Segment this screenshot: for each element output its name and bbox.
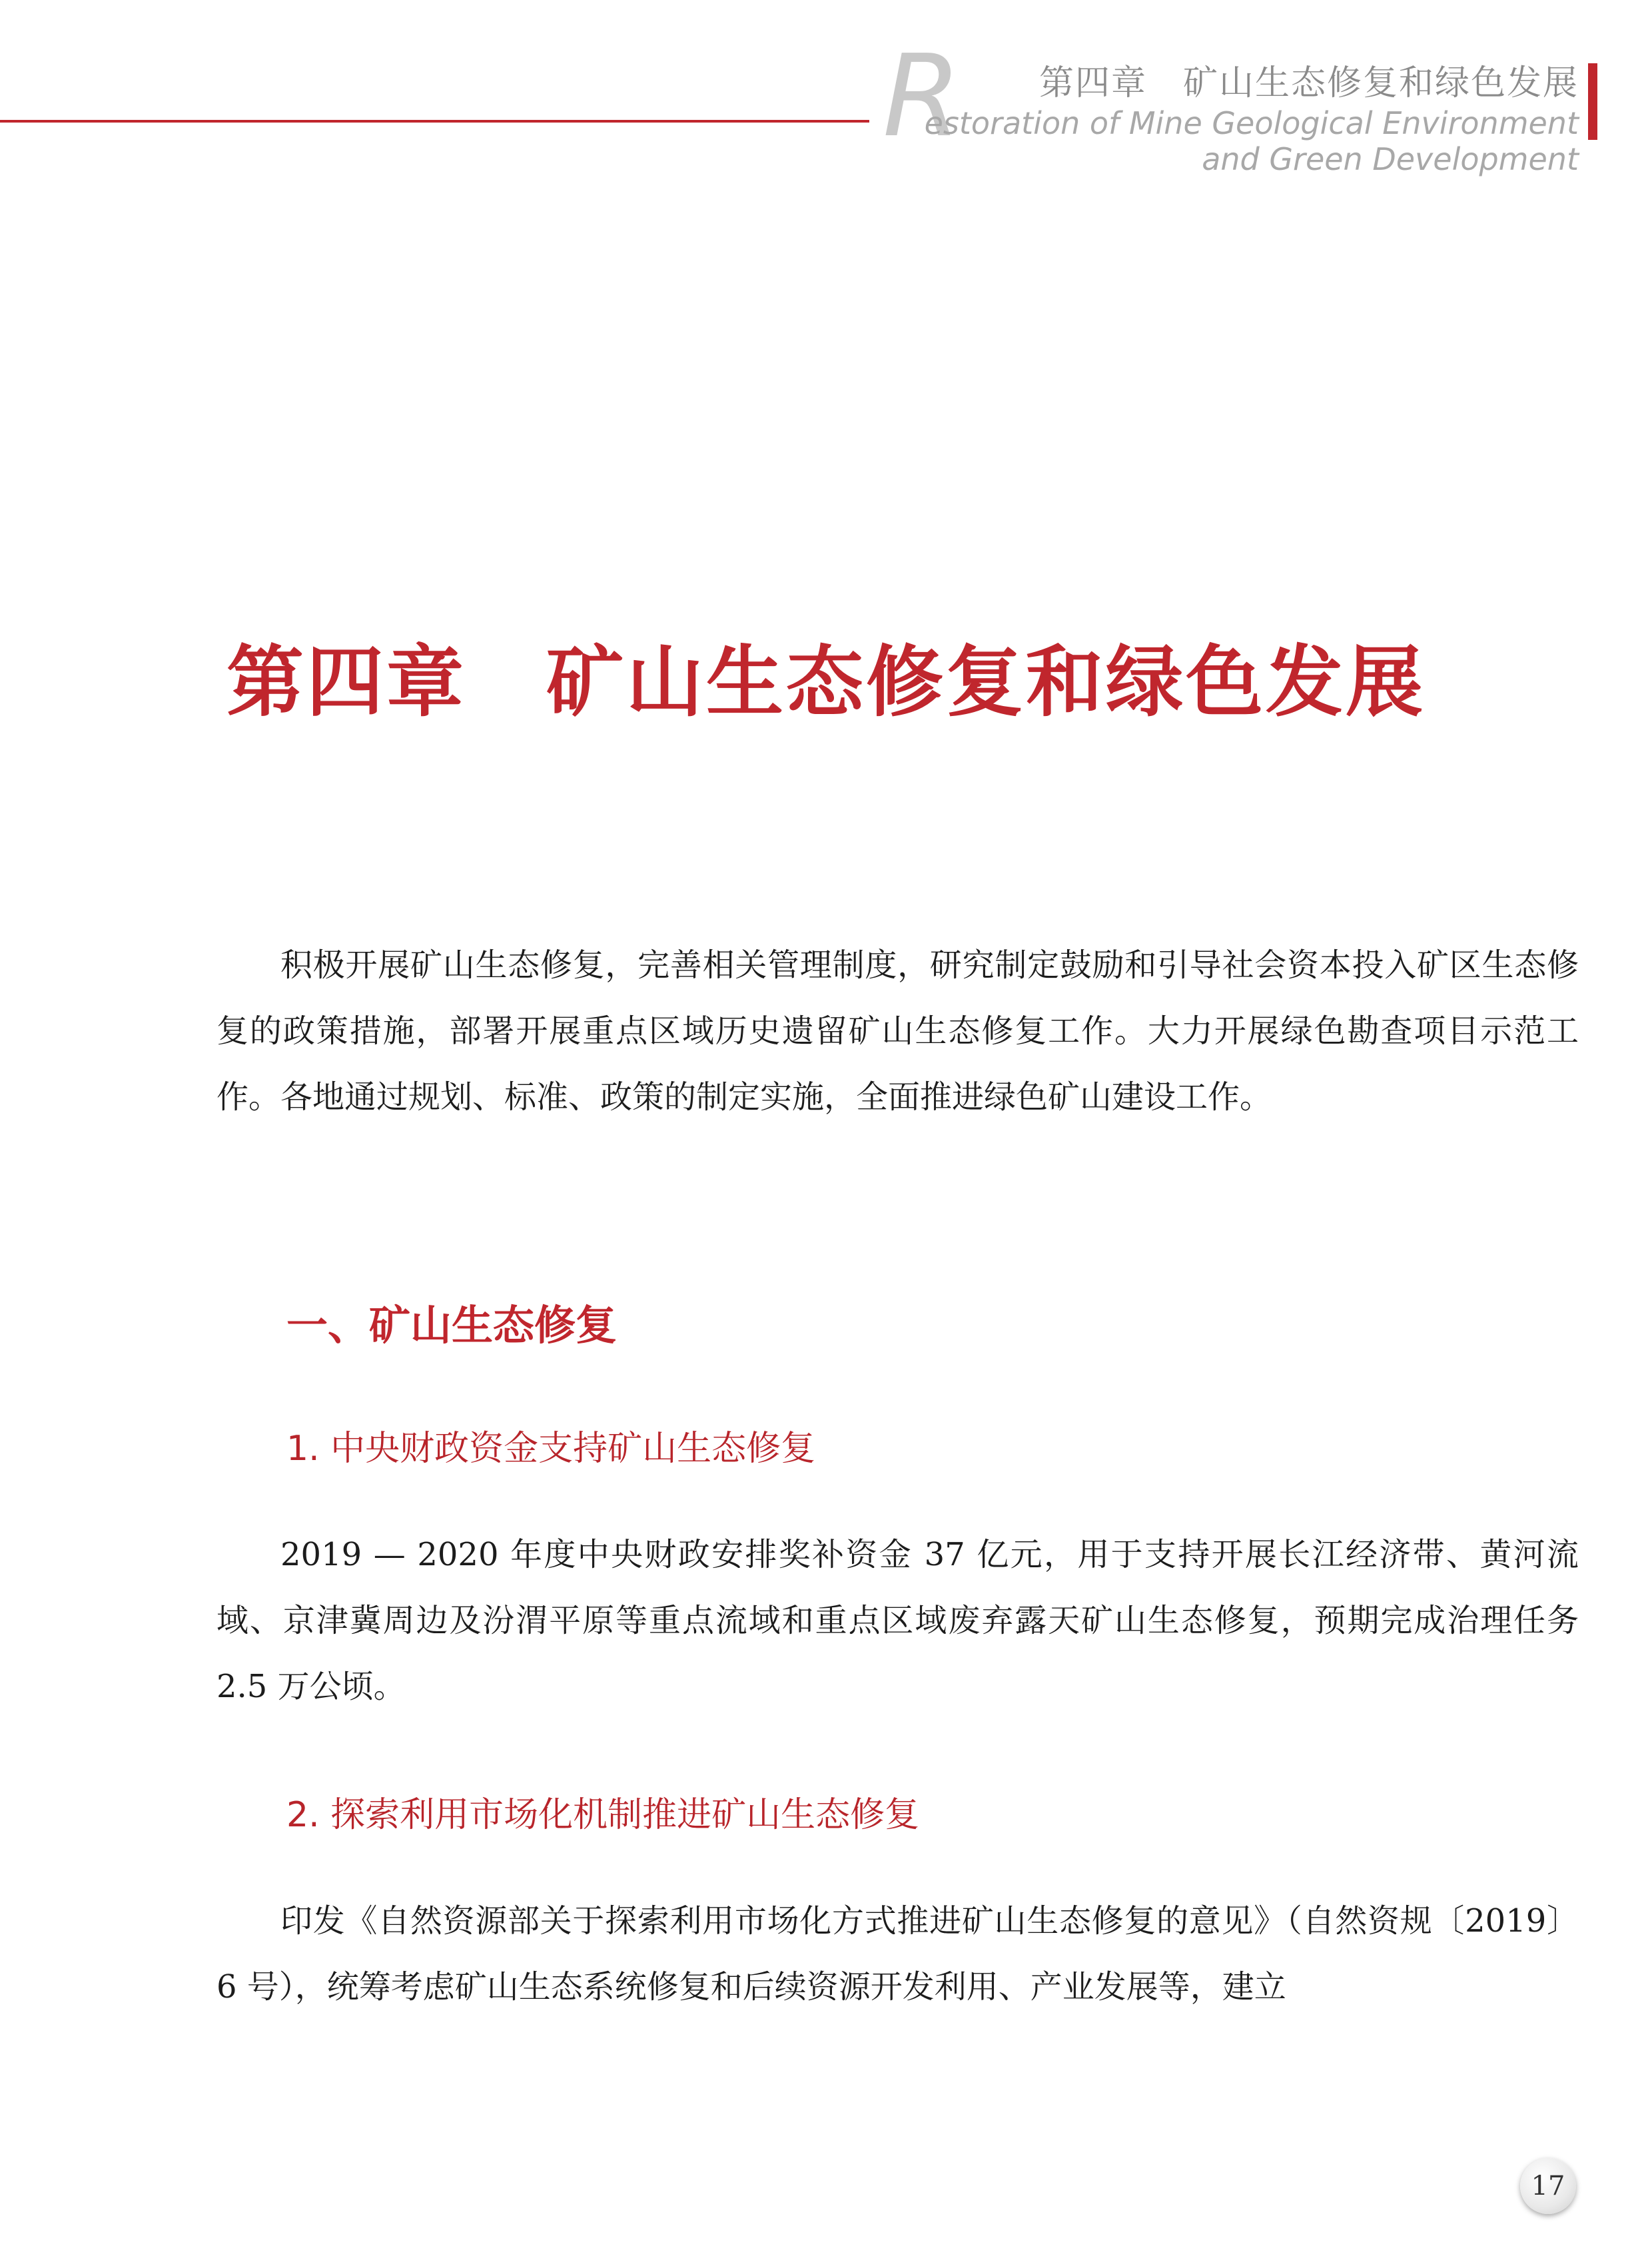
subsection-heading-1: 1. 中央财政资金支持矿山生态修复 bbox=[286, 1429, 816, 1469]
header-initial-letter: R bbox=[883, 31, 962, 163]
section-heading: 一、矿山生态修复 bbox=[286, 1301, 618, 1349]
intro-paragraph: 积极开展矿山生态修复，完善相关管理制度，研究制定鼓励和引导社会资本投入矿区生态修复的政策措施，部署开展重点区域历史遗留矿山生态修复工作。大力开展绿色勘查项目示范工作。各地通过规划、标准、政策的制定实施，全面推进绿色矿山建设工作。 bbox=[216, 946, 1579, 1116]
page-number: 17 bbox=[1531, 2171, 1565, 2201]
chapter-title: 第四章 矿山生态修复和绿色发展 bbox=[226, 637, 1426, 727]
header-rule bbox=[0, 120, 869, 123]
header-chapter-title: 第四章 矿山生态修复和绿色发展 bbox=[1038, 63, 1579, 103]
header-accent-bar bbox=[1588, 63, 1597, 140]
subsection-2-paragraph: 印发《自然资源部关于探索利用市场化方式推进矿山生态修复的意见》（自然资规〔2019〕6 号），统筹考虑矿山生态系统修复和后续资源开发利用、产业发展等，建立 bbox=[216, 1902, 1579, 2006]
page-number-badge bbox=[1520, 2158, 1576, 2214]
subsection-1-paragraph: 2019 — 2020 年度中央财政安排奖补资金 37 亿元，用于支持开展长江经济带、黄河流域、京津冀周边及汾渭平原等重点流域和重点区域废弃露天矿山生态修复，预期完成治理任务 2.5 万公顷。 bbox=[216, 1536, 1579, 1705]
header-english-line1: estoration of Mine Geological Environment bbox=[924, 105, 1579, 141]
header-english-line2: and Green Development bbox=[1202, 141, 1579, 177]
subsection-heading-2: 2. 探索利用市场化机制推进矿山生态修复 bbox=[286, 1795, 920, 1835]
